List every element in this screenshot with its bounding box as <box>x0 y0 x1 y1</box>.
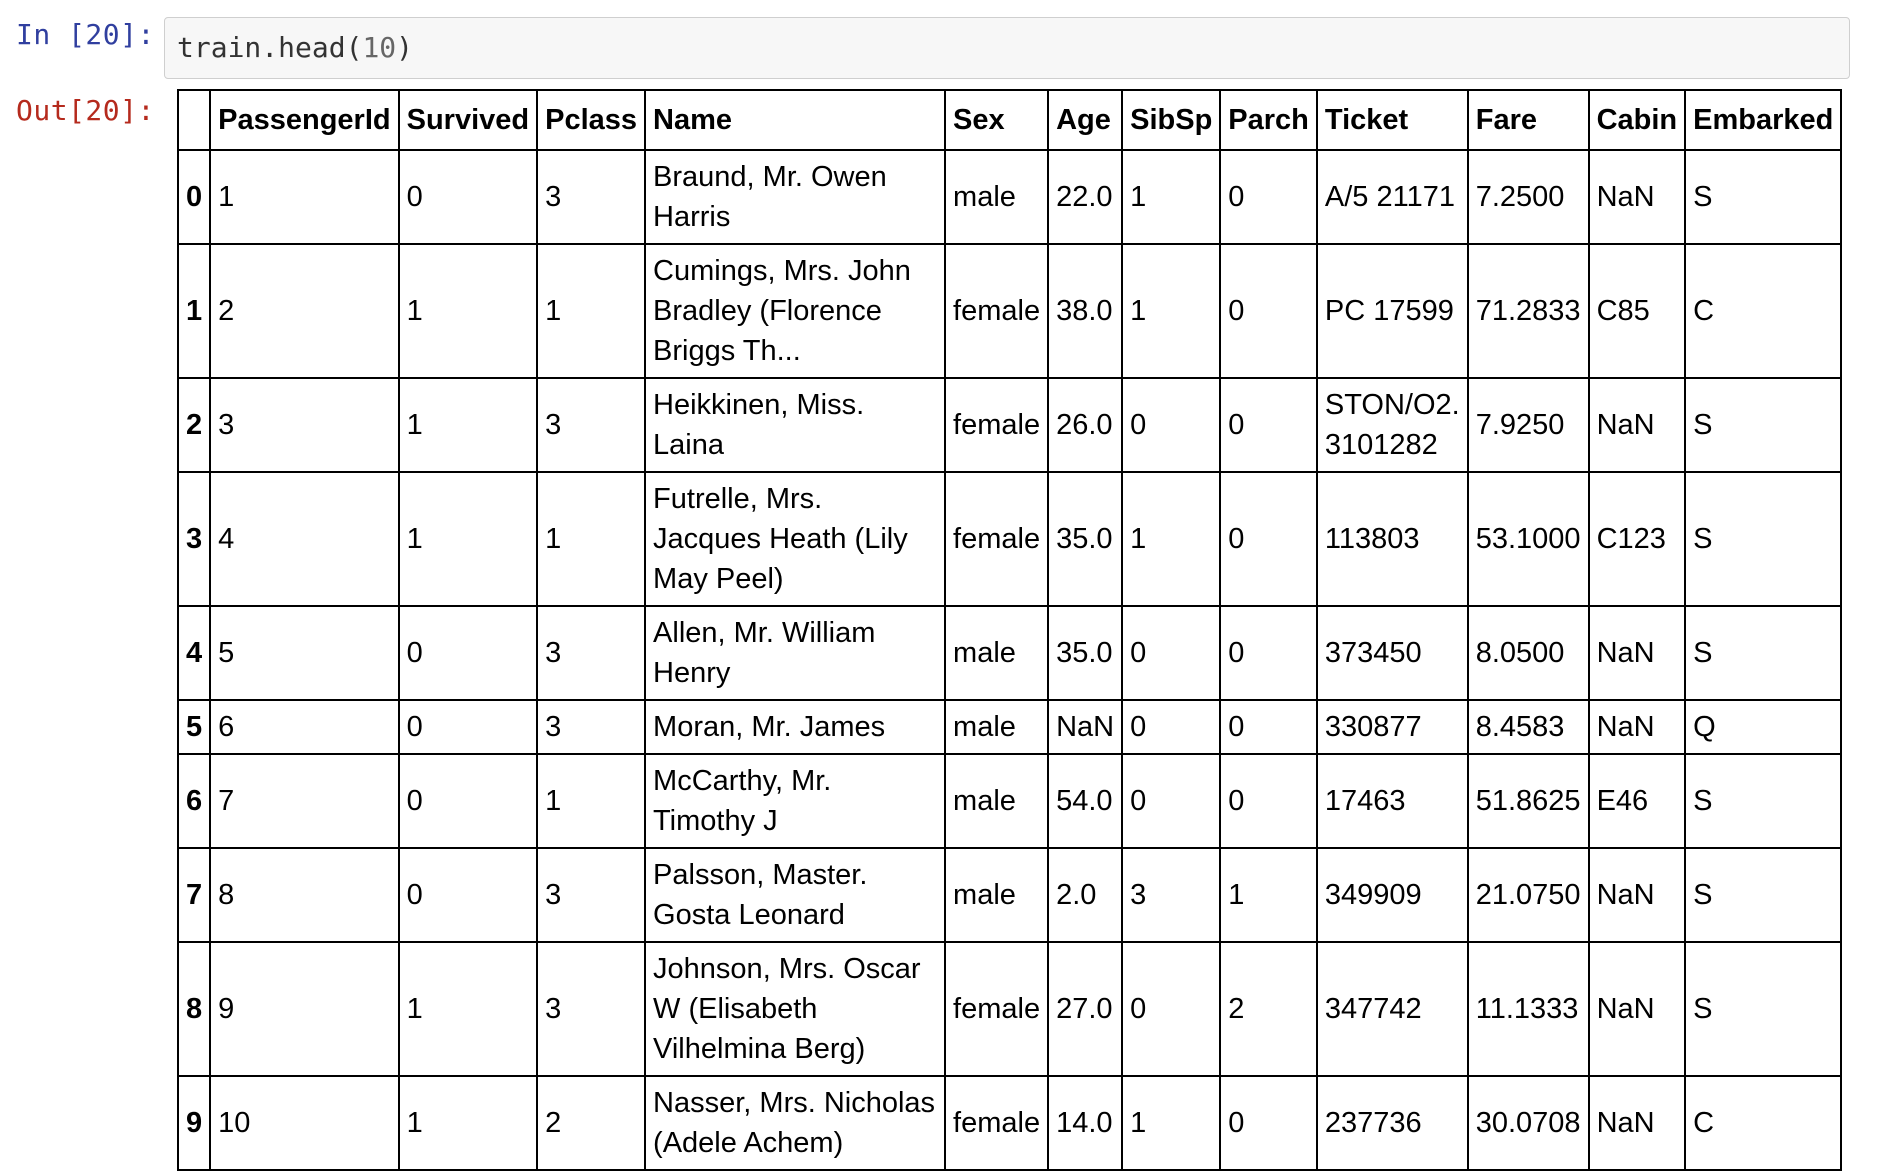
row-index: 4 <box>178 606 210 700</box>
cell-sibsp: 0 <box>1122 606 1220 700</box>
table-body <box>178 150 1841 1170</box>
cell-ticket: 349909 <box>1317 848 1468 942</box>
cell-survived: 0 <box>399 606 538 700</box>
cell-embarked: C <box>1685 244 1841 378</box>
column-header-passengerid: PassengerId <box>210 90 398 150</box>
cell-cabin: NaN <box>1589 942 1686 1076</box>
cell-fare: 71.2833 <box>1468 244 1589 378</box>
table-row <box>178 378 1841 472</box>
cell-survived: 0 <box>399 848 538 942</box>
cell-cabin: E46 <box>1589 754 1686 848</box>
cell-parch: 0 <box>1220 244 1317 378</box>
cell-embarked: S <box>1685 378 1841 472</box>
cell-pclass: 3 <box>537 848 645 942</box>
cell-embarked: S <box>1685 472 1841 606</box>
header-row <box>178 90 1841 150</box>
input-prompt: In [20]: <box>16 18 155 51</box>
cell-passengerid: 6 <box>210 700 398 754</box>
cell-pclass: 3 <box>537 700 645 754</box>
cell-survived: 0 <box>399 754 538 848</box>
cell-name: Futrelle, Mrs. Jacques Heath (Lily May Peel) <box>645 472 945 606</box>
cell-parch: 0 <box>1220 700 1317 754</box>
table-row <box>178 1076 1841 1170</box>
cell-survived: 1 <box>399 244 538 378</box>
cell-survived: 1 <box>399 472 538 606</box>
cell-embarked: S <box>1685 606 1841 700</box>
cell-age: 27.0 <box>1048 942 1122 1076</box>
column-header-sex: Sex <box>945 90 1048 150</box>
cell-cabin: NaN <box>1589 378 1686 472</box>
cell-pclass: 1 <box>537 754 645 848</box>
cell-age: 54.0 <box>1048 754 1122 848</box>
cell-fare: 11.1333 <box>1468 942 1589 1076</box>
cell-cabin: C85 <box>1589 244 1686 378</box>
cell-sex: male <box>945 150 1048 244</box>
cell-ticket: 113803 <box>1317 472 1468 606</box>
code-argument: 10 <box>362 31 397 64</box>
cell-sex: male <box>945 606 1048 700</box>
code-text: train.head( <box>177 31 363 64</box>
cell-fare: 7.9250 <box>1468 378 1589 472</box>
cell-passengerid: 8 <box>210 848 398 942</box>
cell-sex: male <box>945 754 1048 848</box>
cell-fare: 7.2500 <box>1468 150 1589 244</box>
dataframe-output <box>177 89 1842 1171</box>
row-index: 8 <box>178 942 210 1076</box>
cell-parch: 0 <box>1220 150 1317 244</box>
cell-embarked: S <box>1685 150 1841 244</box>
cell-sibsp: 1 <box>1122 1076 1220 1170</box>
code-close-paren: ) <box>396 31 414 64</box>
cell-age: 35.0 <box>1048 472 1122 606</box>
cell-name: Allen, Mr. William Henry <box>645 606 945 700</box>
cell-parch: 0 <box>1220 472 1317 606</box>
cell-parch: 1 <box>1220 848 1317 942</box>
table-row <box>178 150 1841 244</box>
cell-sex: female <box>945 244 1048 378</box>
cell-passengerid: 5 <box>210 606 398 700</box>
cell-sex: male <box>945 848 1048 942</box>
cell-sibsp: 1 <box>1122 150 1220 244</box>
row-index: 7 <box>178 848 210 942</box>
cell-sibsp: 0 <box>1122 700 1220 754</box>
cell-name: Johnson, Mrs. Oscar W (Elisabeth Vilhelmina Berg) <box>645 942 945 1076</box>
cell-pclass: 3 <box>537 150 645 244</box>
row-index: 9 <box>178 1076 210 1170</box>
column-header-pclass: Pclass <box>537 90 645 150</box>
cell-name: Heikkinen, Miss. Laina <box>645 378 945 472</box>
cell-sibsp: 1 <box>1122 244 1220 378</box>
cell-passengerid: 3 <box>210 378 398 472</box>
cell-survived: 0 <box>399 700 538 754</box>
cell-sex: female <box>945 1076 1048 1170</box>
row-index: 1 <box>178 244 210 378</box>
cell-cabin: NaN <box>1589 700 1686 754</box>
column-header-fare: Fare <box>1468 90 1589 150</box>
cell-cabin: C123 <box>1589 472 1686 606</box>
cell-pclass: 1 <box>537 472 645 606</box>
cell-sibsp: 0 <box>1122 754 1220 848</box>
cell-ticket: PC 17599 <box>1317 244 1468 378</box>
cell-pclass: 1 <box>537 244 645 378</box>
cell-parch: 0 <box>1220 378 1317 472</box>
column-header-sibsp: SibSp <box>1122 90 1220 150</box>
row-index: 0 <box>178 150 210 244</box>
cell-sex: female <box>945 942 1048 1076</box>
cell-passengerid: 10 <box>210 1076 398 1170</box>
cell-pclass: 3 <box>537 378 645 472</box>
cell-parch: 0 <box>1220 606 1317 700</box>
cell-fare: 30.0708 <box>1468 1076 1589 1170</box>
cell-age: NaN <box>1048 700 1122 754</box>
cell-sibsp: 1 <box>1122 472 1220 606</box>
cell-survived: 1 <box>399 378 538 472</box>
cell-age: 26.0 <box>1048 378 1122 472</box>
cell-name: Nasser, Mrs. Nicholas (Adele Achem) <box>645 1076 945 1170</box>
cell-passengerid: 1 <box>210 150 398 244</box>
cell-embarked: S <box>1685 942 1841 1076</box>
output-prompt: Out[20]: <box>16 94 155 127</box>
cell-name: Cumings, Mrs. John Bradley (Florence Briggs Th... <box>645 244 945 378</box>
cell-sex: female <box>945 472 1048 606</box>
code-editor[interactable] <box>164 17 1850 79</box>
cell-survived: 0 <box>399 150 538 244</box>
table-row <box>178 700 1841 754</box>
cell-passengerid: 9 <box>210 942 398 1076</box>
cell-ticket: 17463 <box>1317 754 1468 848</box>
row-index: 5 <box>178 700 210 754</box>
cell-fare: 21.0750 <box>1468 848 1589 942</box>
table-row <box>178 472 1841 606</box>
cell-cabin: NaN <box>1589 1076 1686 1170</box>
row-index: 2 <box>178 378 210 472</box>
cell-parch: 0 <box>1220 754 1317 848</box>
cell-ticket: 330877 <box>1317 700 1468 754</box>
cell-cabin: NaN <box>1589 848 1686 942</box>
cell-age: 38.0 <box>1048 244 1122 378</box>
cell-cabin: NaN <box>1589 150 1686 244</box>
cell-fare: 53.1000 <box>1468 472 1589 606</box>
cell-name: McCarthy, Mr. Timothy J <box>645 754 945 848</box>
table-row <box>178 754 1841 848</box>
table-row <box>178 244 1841 378</box>
row-index: 6 <box>178 754 210 848</box>
cell-ticket: 347742 <box>1317 942 1468 1076</box>
cell-ticket: 237736 <box>1317 1076 1468 1170</box>
cell-survived: 1 <box>399 1076 538 1170</box>
cell-pclass: 3 <box>537 606 645 700</box>
column-header-age: Age <box>1048 90 1122 150</box>
cell-age: 35.0 <box>1048 606 1122 700</box>
cell-fare: 8.4583 <box>1468 700 1589 754</box>
column-header-embarked: Embarked <box>1685 90 1841 150</box>
cell-sibsp: 0 <box>1122 942 1220 1076</box>
cell-passengerid: 2 <box>210 244 398 378</box>
table-row <box>178 942 1841 1076</box>
cell-embarked: S <box>1685 754 1841 848</box>
cell-survived: 1 <box>399 942 538 1076</box>
cell-pclass: 3 <box>537 942 645 1076</box>
cell-name: Braund, Mr. Owen Harris <box>645 150 945 244</box>
cell-embarked: Q <box>1685 700 1841 754</box>
cell-sibsp: 0 <box>1122 378 1220 472</box>
cell-pclass: 2 <box>537 1076 645 1170</box>
row-index: 3 <box>178 472 210 606</box>
cell-fare: 8.0500 <box>1468 606 1589 700</box>
cell-passengerid: 4 <box>210 472 398 606</box>
dataframe-table <box>177 89 1842 1171</box>
cell-parch: 2 <box>1220 942 1317 1076</box>
column-header-ticket: Ticket <box>1317 90 1468 150</box>
cell-fare: 51.8625 <box>1468 754 1589 848</box>
cell-age: 22.0 <box>1048 150 1122 244</box>
cell-embarked: S <box>1685 848 1841 942</box>
cell-sibsp: 3 <box>1122 848 1220 942</box>
cell-sex: female <box>945 378 1048 472</box>
cell-passengerid: 7 <box>210 754 398 848</box>
column-header-parch: Parch <box>1220 90 1317 150</box>
column-header-name: Name <box>645 90 945 150</box>
cell-cabin: NaN <box>1589 606 1686 700</box>
table-row <box>178 848 1841 942</box>
column-header-cabin: Cabin <box>1589 90 1686 150</box>
cell-name: Palsson, Master. Gosta Leonard <box>645 848 945 942</box>
cell-age: 14.0 <box>1048 1076 1122 1170</box>
column-header-survived: Survived <box>399 90 538 150</box>
cell-sex: male <box>945 700 1048 754</box>
column-header-index <box>178 90 210 150</box>
cell-ticket: STON/O2. 3101282 <box>1317 378 1468 472</box>
cell-ticket: A/5 21171 <box>1317 150 1468 244</box>
table-row <box>178 606 1841 700</box>
cell-parch: 0 <box>1220 1076 1317 1170</box>
cell-ticket: 373450 <box>1317 606 1468 700</box>
cell-name: Moran, Mr. James <box>645 700 945 754</box>
cell-embarked: C <box>1685 1076 1841 1170</box>
cell-age: 2.0 <box>1048 848 1122 942</box>
